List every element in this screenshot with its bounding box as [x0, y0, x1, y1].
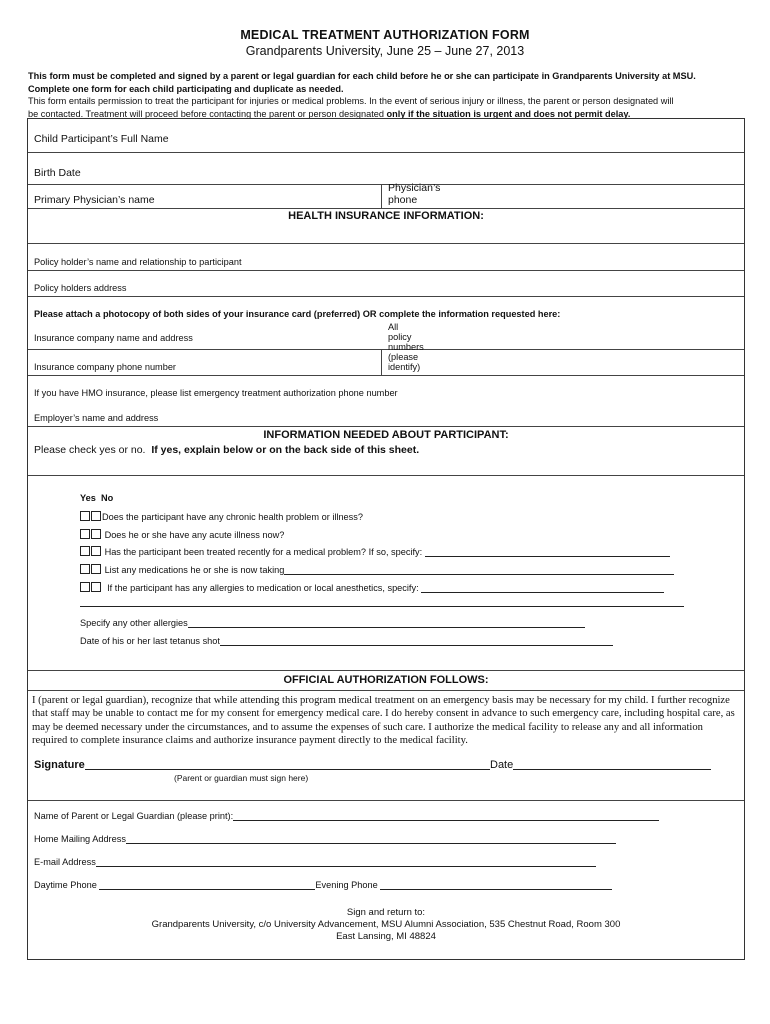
date-row [490, 759, 711, 771]
checkbox-yes[interactable] [80, 582, 90, 592]
no-label: No [100, 493, 114, 503]
guardian-name-row [34, 811, 659, 821]
yes-label: Yes [80, 493, 96, 503]
answer-line[interactable] [284, 565, 674, 575]
mailing-line[interactable] [126, 834, 616, 844]
physician-name-label[interactable]: Primary Physician’s name [34, 194, 155, 206]
birth-date-field[interactable] [28, 153, 744, 185]
physician-row [28, 182, 744, 209]
checkbox-yes[interactable] [80, 564, 90, 574]
signature-divider [28, 789, 744, 801]
form-frame [27, 118, 745, 960]
question-text: Has the participant been treated recently for a medical problem? If so, specify: [104, 547, 423, 557]
evening-line[interactable] [380, 880, 612, 890]
participant-info-heading: INFORMATION NEEDED ABOUT PARTICIPANT: [263, 429, 509, 441]
guardian-name-line[interactable] [233, 811, 659, 821]
check-note [34, 444, 419, 456]
check-note-a: Please check yes or no. [34, 444, 146, 456]
intro-text [28, 70, 744, 120]
date-label: Date [490, 759, 514, 771]
answer-line[interactable] [421, 583, 664, 593]
insurance-phone-label[interactable]: Insurance company phone number [34, 362, 176, 372]
checkbox-no[interactable] [91, 511, 101, 521]
yes-no-header [80, 493, 113, 503]
checkbox-no[interactable] [91, 546, 101, 556]
answer-line[interactable] [188, 618, 585, 628]
physician-phone-cell[interactable] [381, 182, 441, 208]
insurance-company-field[interactable] [28, 322, 744, 350]
evening-label: Evening Phone [315, 880, 378, 890]
form-subtitle: Grandparents University, June 25 – June 27, 2013 [245, 44, 525, 58]
physician-phone-label: Physician’s phone [388, 182, 441, 206]
child-name-label: Child Participant’s Full Name [34, 133, 169, 145]
policy-holder-label: Policy holder’s name and relationship to participant [34, 257, 242, 267]
official-heading: OFFICIAL AUTHORIZATION FOLLOWS: [283, 674, 489, 686]
email-row [34, 857, 596, 867]
question-text: Does he or she have any acute illness now? [104, 530, 285, 540]
birth-date-label: Birth Date [34, 167, 81, 179]
checkbox-yes[interactable] [80, 511, 90, 521]
intro-line-4a: be contacted. Treatment will proceed before contacting the parent or person designated [28, 108, 387, 119]
question-text: List any medications he or she is now taking [104, 565, 285, 575]
other-allergies-label: Specify any other allergies [80, 618, 188, 628]
question-chronic [80, 511, 363, 522]
answer-line[interactable] [425, 547, 670, 557]
photocopy-note-row [28, 297, 744, 322]
email-line[interactable] [96, 857, 596, 867]
authorization-text: I (parent or legal guardian), recognize that while attending this program medical treatment on an emergency basis may be necessary for my child. I further recognize that staff may be unable to contact me for my consent for emergency medical care. I do hereby consent in advance to such emergency care, including hospital care, as may be deemed necessary under the circumstances, and to assume the expenses of such care. I authorize the medical facility to release any and all information required to complete insurance claims and authorize insurance payment directly to the medical facility. [32, 695, 735, 747]
intro-line-3: This form entails permission to treat the participant for injuries or medical problems. In the event of serious injury or illness, the parent or person designated will [28, 96, 674, 107]
mailing-row [34, 834, 616, 844]
intro-line-1: This form must be completed and signed by a parent or legal guardian for each child before he or she can participate in Grandparents University at MSU. [28, 71, 696, 81]
signature-row [34, 759, 490, 771]
signature-label: Signature [34, 759, 85, 771]
question-allergies [80, 582, 664, 593]
phone-row [34, 880, 612, 890]
return-address [28, 907, 744, 943]
employer-label: Employer’s name and address [34, 413, 159, 423]
daytime-label: Daytime Phone [34, 880, 97, 890]
allergy-continuation [80, 597, 684, 607]
footer-line-3: East Lansing, MI 48824 [336, 931, 436, 942]
intro-line-4b: only if the situation is urgent and does not permit delay. [386, 108, 631, 119]
insurance-company-label: Insurance company name and address [34, 333, 193, 343]
answer-line[interactable] [220, 636, 613, 646]
question-text: Does the participant have any chronic health problem or illness? [102, 512, 363, 522]
question-medications [80, 564, 674, 575]
guardian-name-label: Name of Parent or Legal Guardian (please print): [34, 811, 234, 821]
checkbox-no[interactable] [91, 582, 101, 592]
checkbox-no[interactable] [91, 564, 101, 574]
form-header [0, 0, 770, 58]
participant-info-row [28, 427, 744, 476]
child-name-field[interactable] [28, 119, 744, 153]
checkbox-yes[interactable] [80, 546, 90, 556]
policy-address-field[interactable] [28, 271, 744, 297]
footer-line-2: Grandparents University, c/o University Advancement, MSU Alumni Association, 535 Chestnut Road, Room 300 [151, 919, 621, 930]
footer-line-1: Sign and return to: [346, 907, 426, 918]
policy-numbers-cell[interactable] [381, 322, 424, 375]
insurance-heading-row [28, 209, 744, 244]
official-heading-row [28, 671, 744, 691]
policy-numbers-label: All policy numbers (please identify) [388, 322, 424, 372]
tetanus-label: Date of his or her last tetanus shot [80, 636, 220, 646]
checkbox-no[interactable] [91, 529, 101, 539]
sign-note: (Parent or guardian must sign here) [174, 773, 309, 783]
hmo-label: If you have HMO insurance, please list emergency treatment authorization phone number [34, 388, 398, 398]
other-allergies [80, 618, 585, 628]
email-label: E-mail Address [34, 857, 96, 867]
date-line[interactable] [513, 760, 711, 770]
question-treated [80, 546, 670, 557]
hmo-field[interactable] [28, 376, 744, 401]
form-title: MEDICAL TREATMENT AUTHORIZATION FORM [240, 28, 530, 42]
employer-field[interactable] [28, 401, 744, 427]
daytime-line[interactable] [99, 880, 315, 890]
intro-line-2: Complete one form for each child participating and duplicate as needed. [28, 83, 344, 94]
answer-line[interactable] [80, 597, 684, 607]
check-note-b: If yes, explain below or on the back side of this sheet. [151, 444, 420, 456]
mailing-label: Home Mailing Address [34, 834, 126, 844]
policy-address-label: Policy holders address [34, 283, 127, 293]
health-insurance-heading: HEALTH INSURANCE INFORMATION: [288, 210, 484, 222]
tetanus [80, 636, 613, 646]
policy-holder-field[interactable] [28, 244, 744, 271]
photocopy-note: Please attach a photocopy of both sides of your insurance card (preferred) OR complete the information requested here: [34, 309, 561, 319]
question-acute [80, 529, 284, 540]
question-text: If the participant has any allergies to medication or local anesthetics, specify: [107, 583, 419, 593]
checkbox-yes[interactable] [80, 529, 90, 539]
signature-line[interactable] [85, 760, 490, 770]
